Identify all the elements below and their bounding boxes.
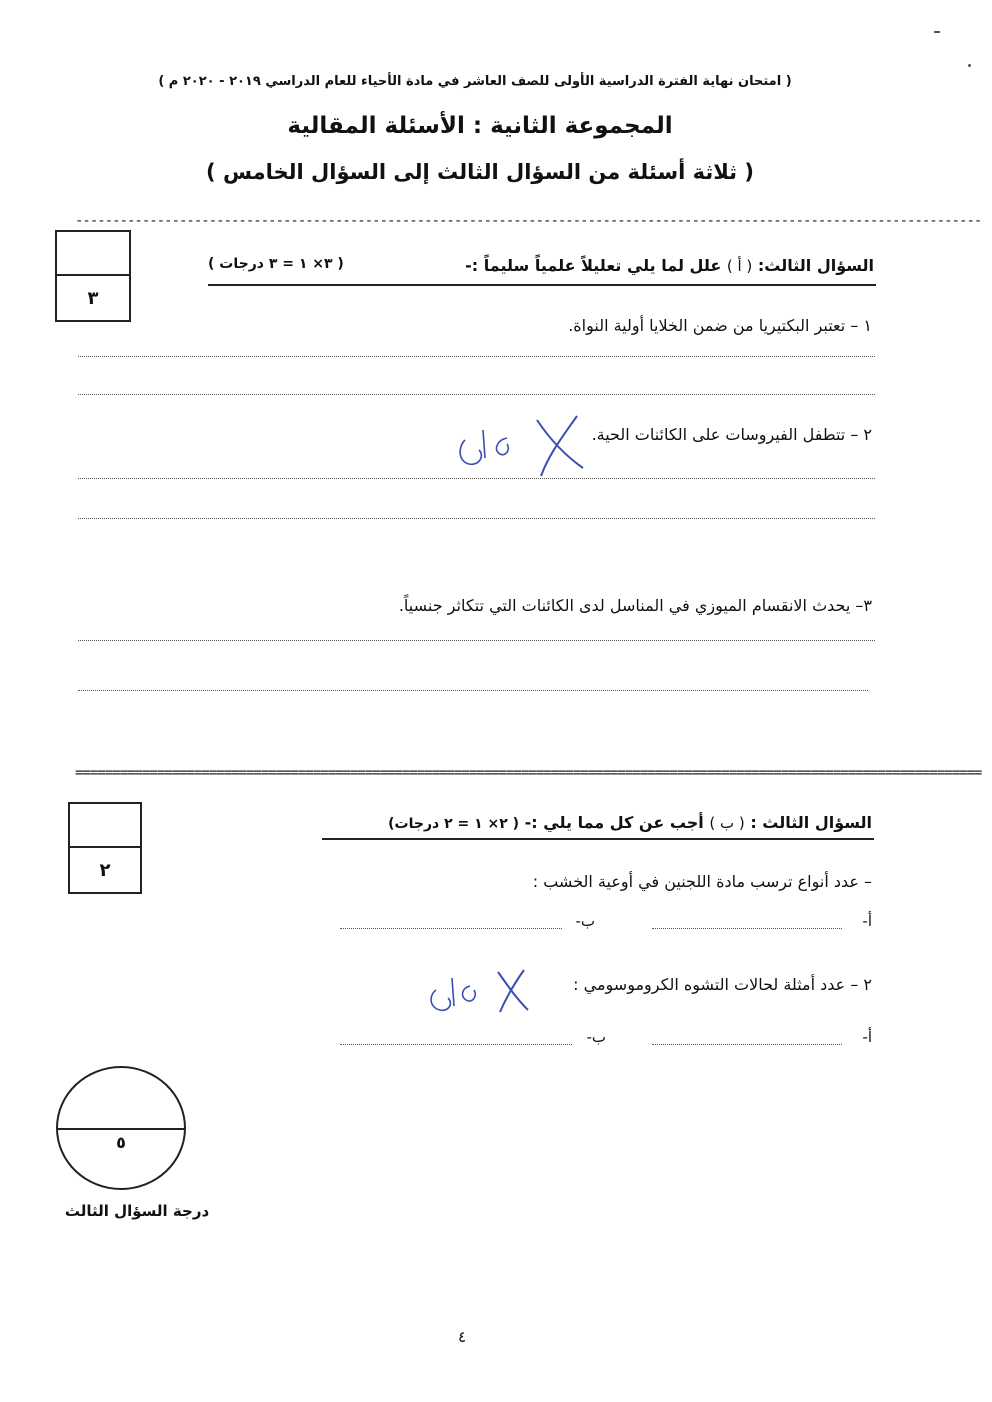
answer-b-label: ب- <box>586 1028 606 1046</box>
question-label: السؤال الثالث: <box>757 256 874 275</box>
answer-line[interactable] <box>78 518 875 519</box>
answer-line[interactable] <box>78 690 868 691</box>
exam-header: ( امتحان نهاية الفترة الدراسية الأولى للصف العاشر في مادة الأحياء للعام الدراسي ٢٠١٩ - ٢٠٢٠ م ) <box>158 74 792 89</box>
question-item-b1: – عدد أنواع ترسب مادة اللجنين في أوعية الخشب : <box>532 872 872 891</box>
answer-line[interactable] <box>78 478 875 479</box>
double-divider: ========================================================================================================================== <box>75 765 982 781</box>
group-title: المجموعة الثانية : الأسئلة المقالية <box>287 113 673 139</box>
group-subtitle: ( ثلاثة أسئلة من السؤال الثالث إلى السؤال الخامس ) <box>206 160 754 184</box>
answer-a-label: أ- <box>862 1028 872 1046</box>
heading-underline <box>208 284 876 286</box>
question-item-2: ٢ – تتطفل الفيروسات على الكائنات الحية. <box>591 425 872 444</box>
question-item-1: ١ – تعتبر البكتيريا من ضمن الخلايا أولية النواة. <box>568 316 872 335</box>
answer-field-a[interactable] <box>652 928 842 929</box>
answer-field-a[interactable] <box>652 1044 842 1045</box>
dashed-divider: -------------------------------------------------------------------------------------------------------------------------- <box>75 213 982 229</box>
answer-field-b[interactable] <box>340 1044 572 1045</box>
marks-label: ( ٢× ١ = ٢ درجات) <box>388 816 520 832</box>
handwritten-cancel-mark <box>420 960 540 1022</box>
answer-line[interactable] <box>78 394 875 395</box>
grade-box-value: ٣ <box>87 287 99 309</box>
answer-line[interactable] <box>78 356 875 357</box>
grade-box-value: ٢ <box>99 859 111 881</box>
answer-b-label: ب- <box>575 912 595 930</box>
question-instruction: علل لما يلي تعليلاً علمياً سليماً :- <box>465 256 722 275</box>
total-grade-circle <box>56 1066 186 1190</box>
total-grade-label: درجة السؤال الثالث <box>64 1202 210 1220</box>
question-item-3: ٣– يحدث الانقسام الميوزي في المناسل لدى الكائنات التي تتكاثر جنسياً. <box>398 596 872 615</box>
answer-a-label: أ- <box>862 912 872 930</box>
circle-divider <box>58 1128 184 1130</box>
question-heading-a <box>465 256 874 275</box>
part-label: ( ب ) <box>709 814 745 832</box>
question-instruction: أجب عن كل مما يلي :- <box>524 813 704 832</box>
question-item-b2: ٢ – عدد أمثلة لحالات التشوه الكروموسومي : <box>573 975 872 994</box>
grade-box-blank <box>70 804 140 848</box>
scan-speck <box>934 31 940 33</box>
answer-field-b[interactable] <box>340 928 562 929</box>
grade-box-part-b <box>68 802 142 894</box>
scan-speck <box>968 64 971 67</box>
answer-line[interactable] <box>78 640 875 641</box>
marks-label: ( ٣× ١ = ٣ درجات ) <box>208 256 344 272</box>
question-label: السؤال الثالث : <box>750 813 872 832</box>
handwritten-cancel-mark <box>445 410 595 482</box>
grade-box-part-a <box>55 230 131 322</box>
heading-underline <box>322 838 874 840</box>
part-label: ( أ ) <box>726 257 753 275</box>
question-heading-b <box>388 813 872 832</box>
grade-box-blank <box>57 232 129 276</box>
page-number: ٤ <box>457 1328 467 1346</box>
total-grade-value: ٥ <box>116 1132 126 1152</box>
